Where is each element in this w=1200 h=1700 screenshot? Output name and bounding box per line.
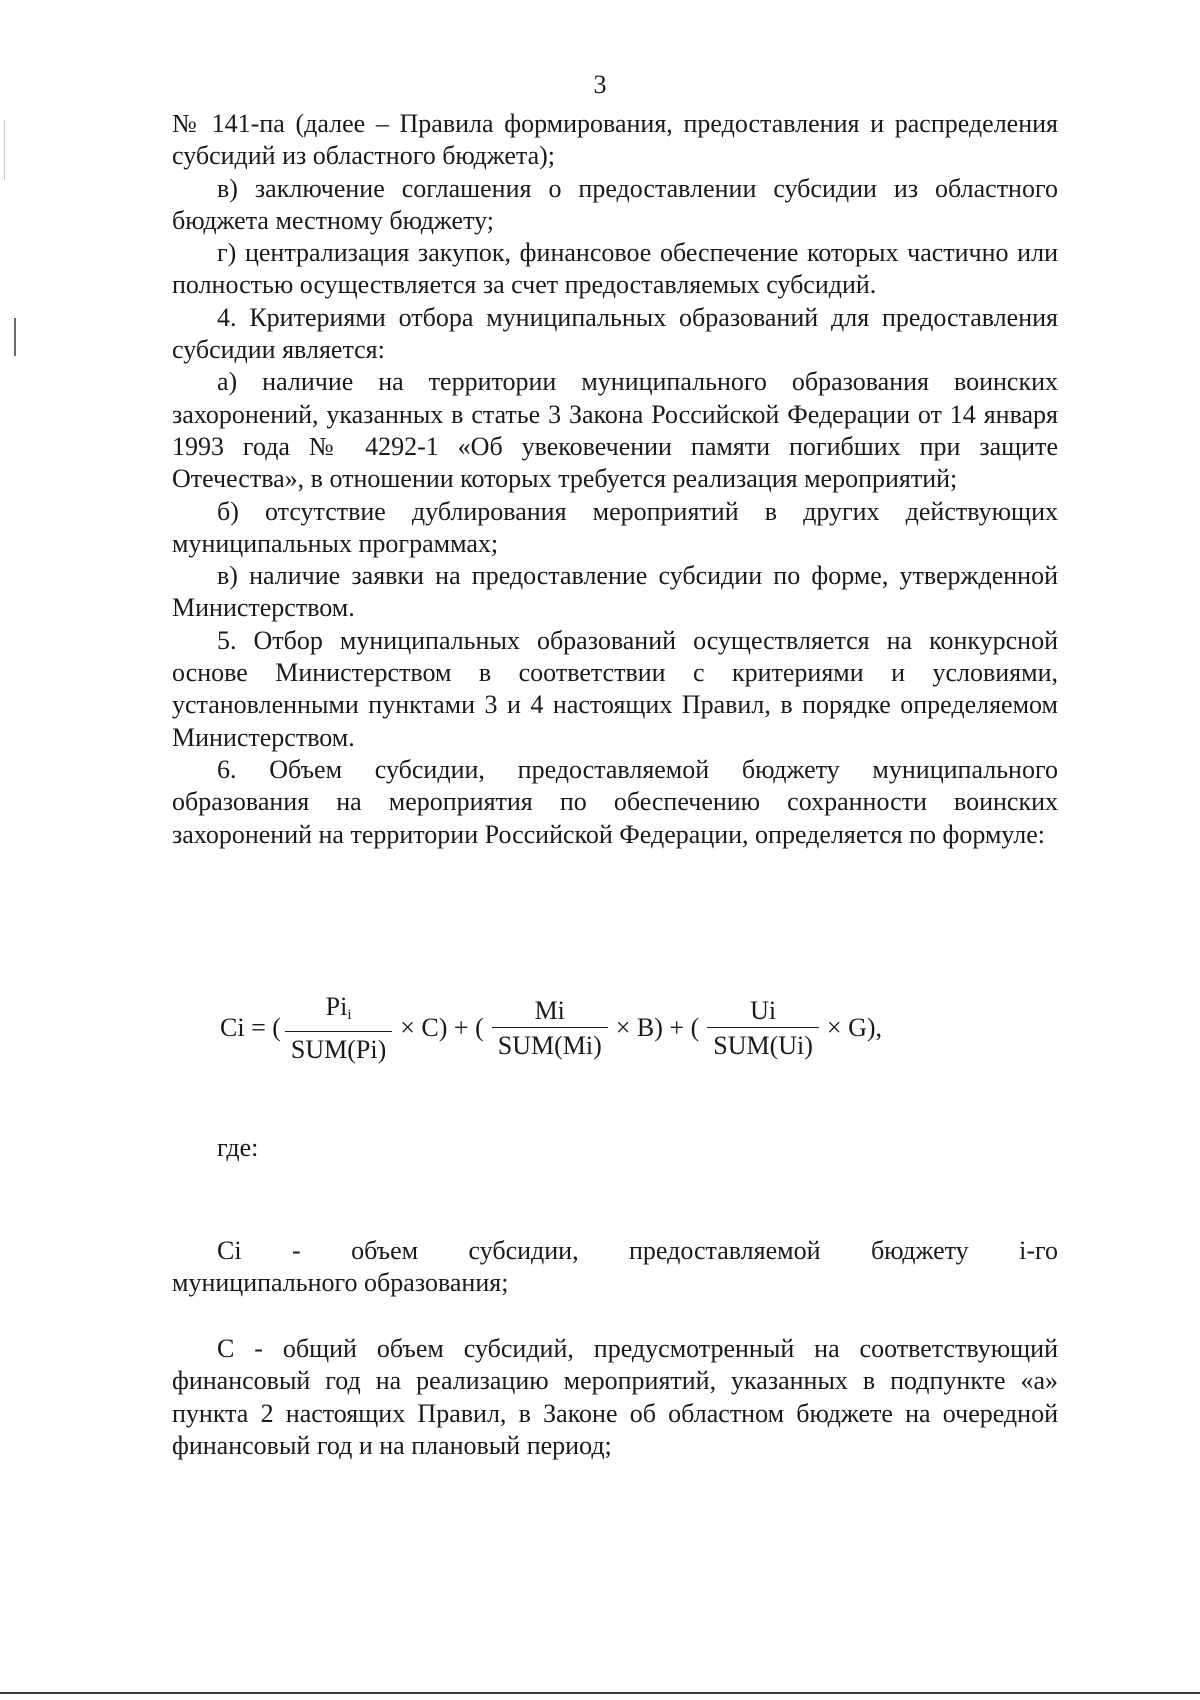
definition-word: бюджету <box>870 1236 969 1265</box>
definition-word: i-го <box>1019 1236 1058 1265</box>
subsidy-formula <box>220 988 886 1068</box>
formula-lhs: Ci = ( <box>220 1013 281 1042</box>
paragraph: в) заключение соглашения о предоставлении субсидии из областного бюджета местному бюджету; <box>172 173 1058 235</box>
definition-ci <box>172 1235 1058 1300</box>
fraction-denominator: SUM(Ui) <box>707 1027 819 1062</box>
fraction-numerator: Mi <box>534 995 565 1025</box>
definition-word: - <box>291 1236 301 1265</box>
paragraph: 5. Отбор муниципальных образований осуществляется на конкурсной основе Министерством в соответствии с критериями и условиями, установленными пунктами 3 и 4 настоящих Правил, в порядке определяемом Министерством. <box>172 625 1058 752</box>
definition-c <box>172 1333 1058 1462</box>
fraction-numerator: Ui <box>750 995 777 1025</box>
definition-word: предоставляемой <box>629 1236 821 1265</box>
numerator-text: Pi <box>325 991 348 1021</box>
formula-operator: × G), <box>826 1013 883 1042</box>
paragraph: 4. Критериями отбора муниципальных образований для предоставления субсидии является: <box>172 302 1058 365</box>
paragraph: в) наличие заявки на предоставление субсидии по форме, утвержденной Министерством. <box>172 561 1058 623</box>
paragraph: а) наличие на территории муниципального образования воинских захоронений, указанных в статье 3 Закона Российской Федерации от 14 января 1993 года № 4292-1 «Об увековечении памяти погибших при защите Отечества», в отношении которых требуется реализация мероприятий; <box>172 367 1058 494</box>
formula-operator: × C) + ( <box>400 1013 484 1042</box>
page-number: 3 <box>593 70 607 99</box>
scan-bottom-edge <box>0 1692 1200 1694</box>
scan-artifact-mark <box>4 120 5 180</box>
paragraph: г) централизация закупок, финансовое обеспечение которых частично или полностью осуществляется за счет предоставляемых субсидий. <box>172 238 1058 300</box>
definition-word: субсидии, <box>468 1236 579 1265</box>
paragraph: № 141-па (далее – Правила формирования, предоставления и распределения субсидий из областного бюджета); <box>172 109 1058 171</box>
numerator-subscript: i <box>347 1006 352 1023</box>
formula-operator: × B) + ( <box>615 1013 700 1042</box>
definition-ci-line2: муниципального образования; <box>172 1268 509 1298</box>
definition-word: объем <box>351 1236 419 1265</box>
scan-artifact-mark <box>14 318 16 356</box>
formula-fraction-m <box>492 995 608 1062</box>
document-body <box>172 108 1058 851</box>
fraction-numerator <box>314 991 364 1031</box>
where-label: где: <box>217 1133 259 1162</box>
definition-ci-line1 <box>172 1235 1058 1267</box>
paragraph: 6. Объем субсидии, предоставляемой бюджету муниципального образования на мероприятия по обеспечению сохранности воинских захоронений на территории Российской Федерации, определяется по формуле: <box>172 754 1058 849</box>
fraction-denominator: SUM(Pi) <box>285 1031 392 1066</box>
definition-word: Ci <box>217 1236 242 1265</box>
paragraph: б) отсутствие дублирования мероприятий в других действующих муниципальных программах; <box>172 496 1058 558</box>
definition-c-text: С - общий объем субсидий, предусмотренный на соответствующий финансовый год на реализацию мероприятий, указанных в подпункте «а» пункта 2 настоящих Правил, в Законе об областном бюджете на очередной финансовый год и на плановый период; <box>172 1334 1058 1460</box>
formula-fraction-u <box>707 995 819 1062</box>
formula-fraction-p <box>285 991 392 1066</box>
fraction-denominator: SUM(Mi) <box>492 1027 608 1062</box>
